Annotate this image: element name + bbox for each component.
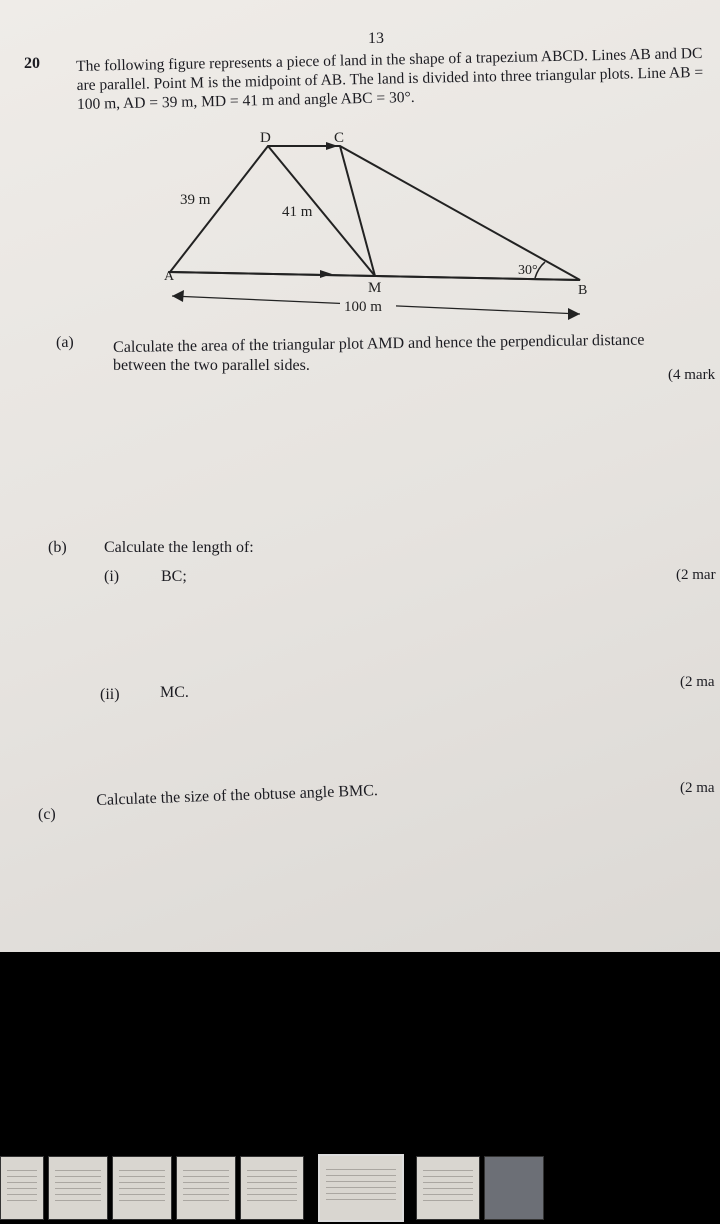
page-number: 13: [368, 30, 384, 47]
thumbnail-6-selected[interactable]: [318, 1154, 404, 1222]
dimension-arrow-right: [568, 308, 580, 320]
thumbnail-7[interactable]: [416, 1156, 480, 1220]
part-bi-text: BC;: [161, 568, 187, 585]
part-c-marks: (2 ma: [680, 780, 715, 796]
thumbnail-8[interactable]: [484, 1156, 544, 1220]
part-a-text-line2: between the two parallel sides.: [113, 357, 310, 374]
part-bii-text: MC.: [160, 684, 189, 701]
part-b-text: Calculate the length of:: [104, 539, 254, 556]
thumbnail-3[interactable]: [112, 1156, 172, 1220]
trapezium-figure: [150, 130, 610, 330]
thumbnail-5[interactable]: [240, 1156, 304, 1220]
parallel-arrow-ab: [320, 270, 332, 278]
part-bi-marks: (2 mar: [676, 567, 716, 583]
label-ad-length: 39 m: [180, 192, 211, 208]
line-mc: [340, 146, 375, 276]
thumbnail-2[interactable]: [48, 1156, 108, 1220]
label-M: M: [368, 280, 382, 296]
label-D: D: [260, 130, 271, 146]
thumbnail-1[interactable]: [0, 1156, 44, 1220]
dimension-arrow-left: [172, 290, 184, 302]
part-b-label: (b): [48, 539, 67, 556]
label-C: C: [334, 130, 345, 146]
label-B: B: [578, 283, 588, 298]
trapezium-outline: [170, 146, 580, 280]
label-angle-abc: 30°: [518, 263, 538, 278]
part-a-label: (a): [56, 334, 74, 351]
part-a-marks: (4 mark: [668, 367, 716, 383]
part-bi-label: (i): [104, 568, 120, 585]
label-ab-length: 100 m: [344, 299, 382, 315]
part-bii-label: (ii): [100, 686, 120, 703]
part-c-label: (c): [38, 806, 56, 823]
label-A: A: [164, 269, 175, 284]
thumbnail-4[interactable]: [176, 1156, 236, 1220]
label-md-length: 41 m: [282, 204, 313, 220]
part-c-text: Calculate the size of the obtuse angle BMC.: [96, 782, 379, 809]
part-bii-marks: (2 ma: [680, 674, 715, 690]
question-intro: The following figure represents a piece of land in the shape of a trapezium ABCD. Lines AB and DC are parallel. Point M is the midpoint of AB. The land is divided into three triangular plots. Line AB = 100 m, AD = 39 m, MD = 41 m and angle ABC = 30°.: [76, 44, 704, 113]
thumbnail-strip: [0, 1150, 720, 1224]
question-number: 20: [24, 55, 40, 72]
part-a-text-line1: Calculate the area of the triangular plot AMD and hence the perpendicular distance: [113, 331, 645, 356]
